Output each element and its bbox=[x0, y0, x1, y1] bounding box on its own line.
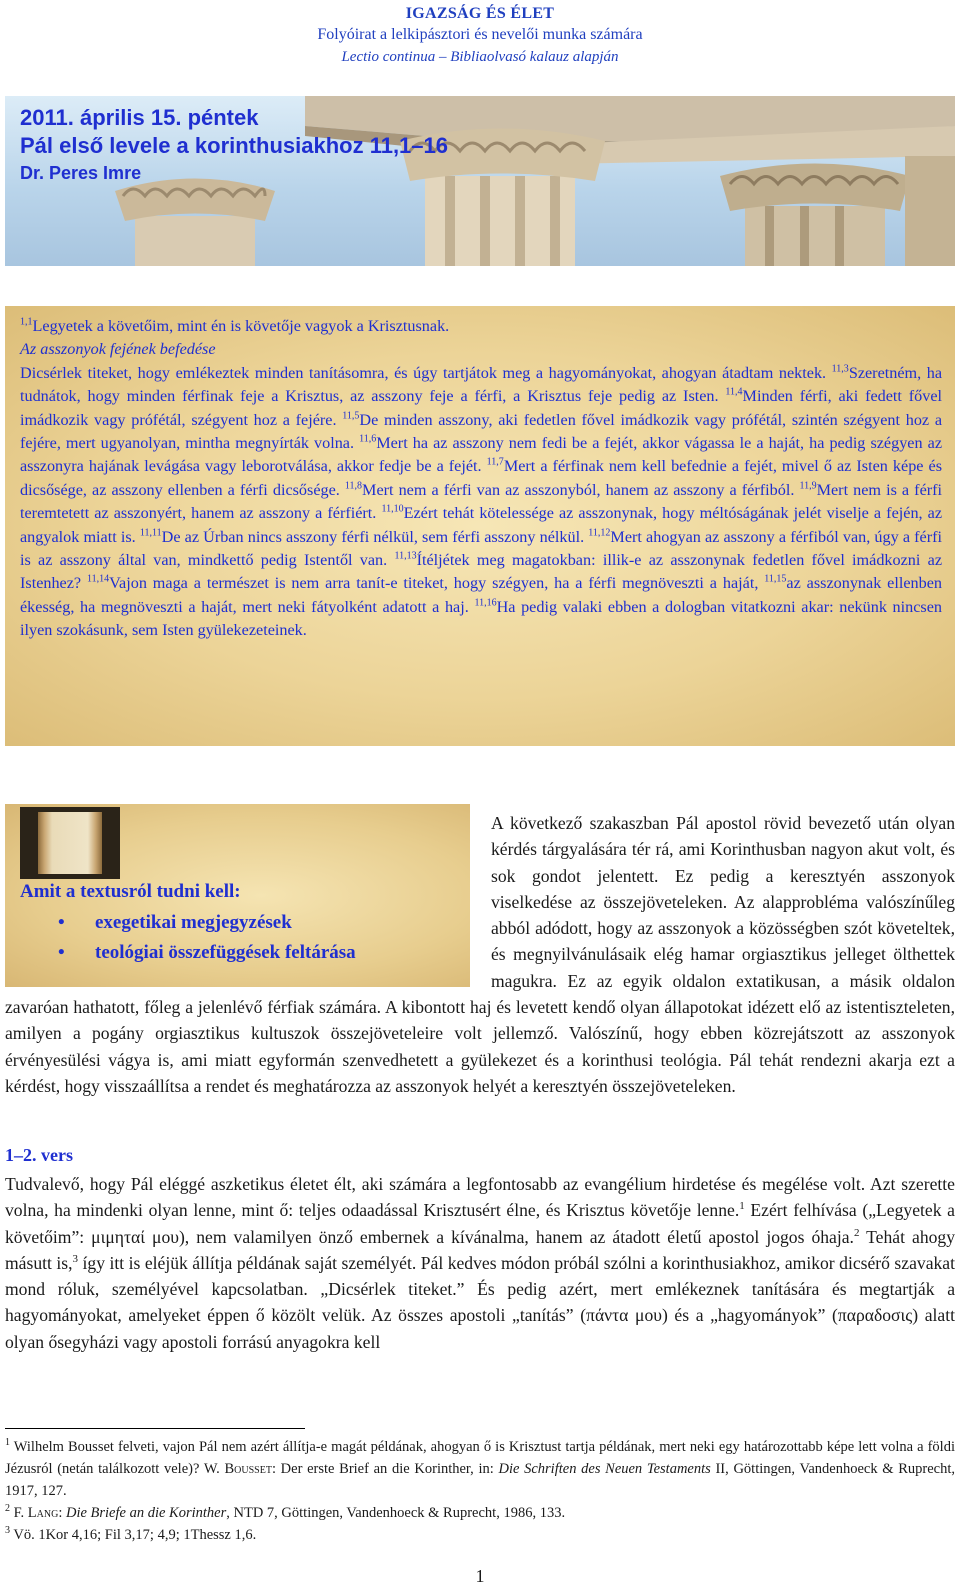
footnote-number: 2 bbox=[5, 1503, 10, 1514]
footnote-separator bbox=[5, 1428, 305, 1429]
verse-6: Mert ha az asszony nem fedi be a fejét, akkor vágassa le a haját, ha pedig szégyen az asszonyra hajának levágása vagy leborotválása, akkor fedje be a fejét. bbox=[20, 434, 943, 476]
footnote-1 bbox=[5, 1432, 955, 1502]
verse-16: Ha pedig valaki ebben a dologban vitatkozni akar: nekünk nincsen ilyen szokásunk, sem Isten gyülekezeteinek. bbox=[20, 597, 942, 640]
reading-date: 2011. április 15. péntek bbox=[20, 105, 259, 130]
verse-1 bbox=[20, 315, 942, 338]
footnote-ref[interactable]: 1 bbox=[739, 1200, 745, 1213]
footnote-author: Lang bbox=[27, 1504, 59, 1521]
footnote-text: : bbox=[58, 1504, 66, 1521]
verse-8: Mert nem a férfi van az asszonyból, hanem az asszony a férfiból. bbox=[362, 480, 795, 499]
verse-text: Legyetek a követőim, mint én is követője vagyok a Krisztusnak. bbox=[32, 317, 450, 335]
commentary-text: Tudvalevő, hogy Pál eléggé aszketikus életet élt, aki számára a legfontosabb az evangélium hirdetése és megélése volt. Azt szerette volna, ha mindenki olyan lenne, mint ő: teljes odaadással Krisztusért élne, és Krisztus követője lenne. bbox=[5, 1174, 955, 1221]
commentary-text: így itt is eléjük állítja példának saját személyét. Pál kedves módon próbál szólni a korinthusiakhoz, amikor dicsérő szavakat mond róluk, személyével kapcsolatban. „Dicsérlek titeket.” És pedig azért, mert emlékeznek tanítására és megtartják a hagyományokat, amelyeket éppen ő közölt velük. Az összes apostoli „tanítás” (πάντα μου) és a „hagyományok” (παραδοσις) alatt olyan ősegyházi vagy apostoli forrású anyagokra kell bbox=[5, 1252, 955, 1352]
footnote-title: Die Briefe an die Korinther bbox=[65, 1504, 227, 1521]
commentary-text: Tehát ahogy másutt is, bbox=[5, 1226, 956, 1273]
verse-number: 11,14 bbox=[87, 574, 110, 586]
verse-number: 11,12 bbox=[588, 527, 611, 539]
verse-12: Mert ahogyan az asszony a férfiból van, úgy a férfi is az asszony által van, mindkettő pedig Istentől van. bbox=[20, 527, 943, 570]
footnote-3 bbox=[5, 1520, 955, 1546]
footnote-text: Vö. 1Kor 4,16; Fil 3,17; 4,9; 1Thessz 1,6. bbox=[10, 1526, 257, 1543]
commentary-text: Ezért felhívása („Legyetek a követőim”: μιμηταί μου), nem valamilyen önző embernek a kívánalma, hanem az átadott életű apostol jogos óhaja. bbox=[5, 1200, 955, 1247]
footnote-ref[interactable]: 2 bbox=[853, 1226, 860, 1239]
verse-13: Ítéljétek meg magatokban: illik-e az asszonynak fedetlen fővel imádkozni az Istenhez? bbox=[20, 551, 943, 593]
verse-number: 11,16 bbox=[474, 597, 497, 609]
verse-number: 11,3 bbox=[831, 363, 849, 375]
verse-number: 11,6 bbox=[359, 433, 377, 445]
verse-11: De az Úrban nincs asszony férfi nélkül, sem férfi asszony nélkül. bbox=[161, 527, 585, 546]
verse-15: az asszonynak ellenben ékesség, ha megnöveszti a haját, mert neki fátyolként adatott a haj. bbox=[20, 574, 943, 616]
list-item-label: exegetikai megjegyzések bbox=[95, 912, 292, 933]
footnote-ref[interactable]: 3 bbox=[72, 1253, 79, 1266]
info-title: Amit a textusról tudni kell: bbox=[20, 881, 241, 902]
journal-header bbox=[0, 4, 960, 68]
verse-heading: 1–2. vers bbox=[5, 1145, 73, 1165]
footnote-title: Die Schriften des Neuen Testaments bbox=[498, 1460, 711, 1477]
verse-number: 11,9 bbox=[799, 480, 817, 492]
section-heading: Az asszonyok fejének befedése bbox=[20, 340, 216, 359]
verse-2: Dicsérlek titeket, hogy emlékeztek minden tanításomra, és úgy tartjátok meg a hagyományokat, ahogyan átadtam nektek. bbox=[20, 363, 827, 382]
verse-number: 1,1 bbox=[20, 316, 33, 328]
verse-14: Vajon maga a természet is nem arra tanít-e titeket, hogy szégyen, ha a férfi megnöveszti a haját, bbox=[109, 574, 759, 593]
verse-number: 11,11 bbox=[139, 527, 162, 539]
intro-text: A következő szakaszban Pál apostol rövid bevezető után olyan kérdés tárgyalására tér rá, ami Korinthusban nagyon akut volt, és sok gondot jelentett. Ez pedig a keresztyén asszonyok viselkedése az összejöveteleken. Az alapprobléma valószínűleg abból adódott, hogy az asszonyok a közösségben szót követeltek, és megnyilvánulásaik elég hamar orgiasztikus jelleget ölthettek magukra. Ez az egyik oldalon extatikusan, a másik oldalon zavaróan hathatott, főleg a jelenlévő férfiak számára. A kibontott haj és levetett kendő olyan állapotokat idézett elő az istentiszteleten, amilyen a pogány orgiasztikus kultuszok összejöveteleire volt jellemző. Valószínű, hogy ebben közrejátszott az asszonyok érvényesülési vágya is, ami miatt egyformán szenvedhetett a gyülekezet és a korinthusi teológia. Pál tehát rendezni akarja ezt a kérdést, hogy visszaállítsa a rendet és meghatározza az asszonyok helyét a keresztyén összejöveteleken. bbox=[5, 813, 955, 1096]
bullet-icon: • bbox=[58, 942, 65, 963]
verse-number: 11,15 bbox=[764, 574, 787, 586]
footnote-number: 3 bbox=[5, 1525, 10, 1536]
verse-number: 11,10 bbox=[381, 503, 404, 515]
verse-number: 11,5 bbox=[342, 410, 360, 422]
bullet-icon: • bbox=[58, 912, 65, 933]
footnote-author: Bousset bbox=[224, 1460, 272, 1477]
verse-4: Minden férfi, aki fedett fővel imádkozik vagy prófétál, szégyent hoz a fejére. bbox=[20, 387, 942, 429]
intro-paragraph bbox=[5, 810, 955, 1099]
verse-10: Ezért tehát kötelessége az asszonynak, hogy méltóságának jelét viselje a fején, az angyalok miatt is. bbox=[20, 504, 943, 546]
footnote-text: : Der erste Brief an die Korinther, in: bbox=[271, 1460, 499, 1477]
verse-number: 11,4 bbox=[725, 386, 743, 398]
verse-number: 11,7 bbox=[486, 457, 504, 469]
banner-text bbox=[20, 104, 448, 186]
journal-subtitle: Folyóirat a lelkipásztori és nevelői munka számára bbox=[317, 26, 643, 43]
footnote-text: Wilhelm Bousset felveti, vajon Pál nem azért állítja-e magát példának, ahogyan ő is Krisztust tartja példának, mert neki egy határozottabb képe lett volna a földi Jézusról (netán találkozott vele)? W. bbox=[5, 1438, 955, 1477]
verse-3: Szeretném, ha tudnátok, hogy minden férfinak feje a Krisztus, az asszony feje a férfi, a Krisztus feje pedig az Isten. bbox=[20, 363, 943, 406]
verse-7: Mert a férfinak nem kell befednie a fejét, mivel ő az Isten képe és dicsősége, az asszony ellenben a férfi dicsősége. bbox=[20, 457, 943, 499]
scripture-text bbox=[20, 315, 942, 643]
reading-passage: Pál első levele a korinthusiakhoz 11,1–16 bbox=[20, 133, 449, 158]
footnote-number: 1 bbox=[5, 1437, 10, 1448]
page-number: 1 bbox=[475, 1566, 485, 1586]
verse-9: Mert nem is a férfi teremtetett az asszonyért, hanem az asszony a férfiért. bbox=[20, 480, 943, 523]
footnote-text: , NTD 7, Göttingen, Vandenhoeck & Ruprecht, 1986, 133. bbox=[226, 1504, 566, 1521]
verse-number: 11,13 bbox=[394, 550, 417, 562]
journal-tagline: Lectio continua – Bibliaolvasó kalauz alapján bbox=[341, 49, 619, 65]
list-item-label: teológiai összefüggések feltárása bbox=[95, 942, 356, 963]
verse-number: 11,8 bbox=[344, 480, 363, 492]
footnote-text: II, Göttingen, Vandenhoeck & Ruprecht, 1917, 127. bbox=[5, 1460, 956, 1499]
journal-title: IGAZSÁG ÉS ÉLET bbox=[405, 5, 555, 22]
footnote-text: F. bbox=[10, 1504, 28, 1521]
commentary-paragraph bbox=[5, 1171, 955, 1355]
reading-author: Dr. Peres Imre bbox=[20, 163, 142, 183]
verse-5: De minden asszony, aki fedetlen fővel imádkozik vagy prófétál, szintén szégyent hoz a fejére, mert ugyanolyan, mintha megnyírták volna. bbox=[20, 410, 943, 453]
